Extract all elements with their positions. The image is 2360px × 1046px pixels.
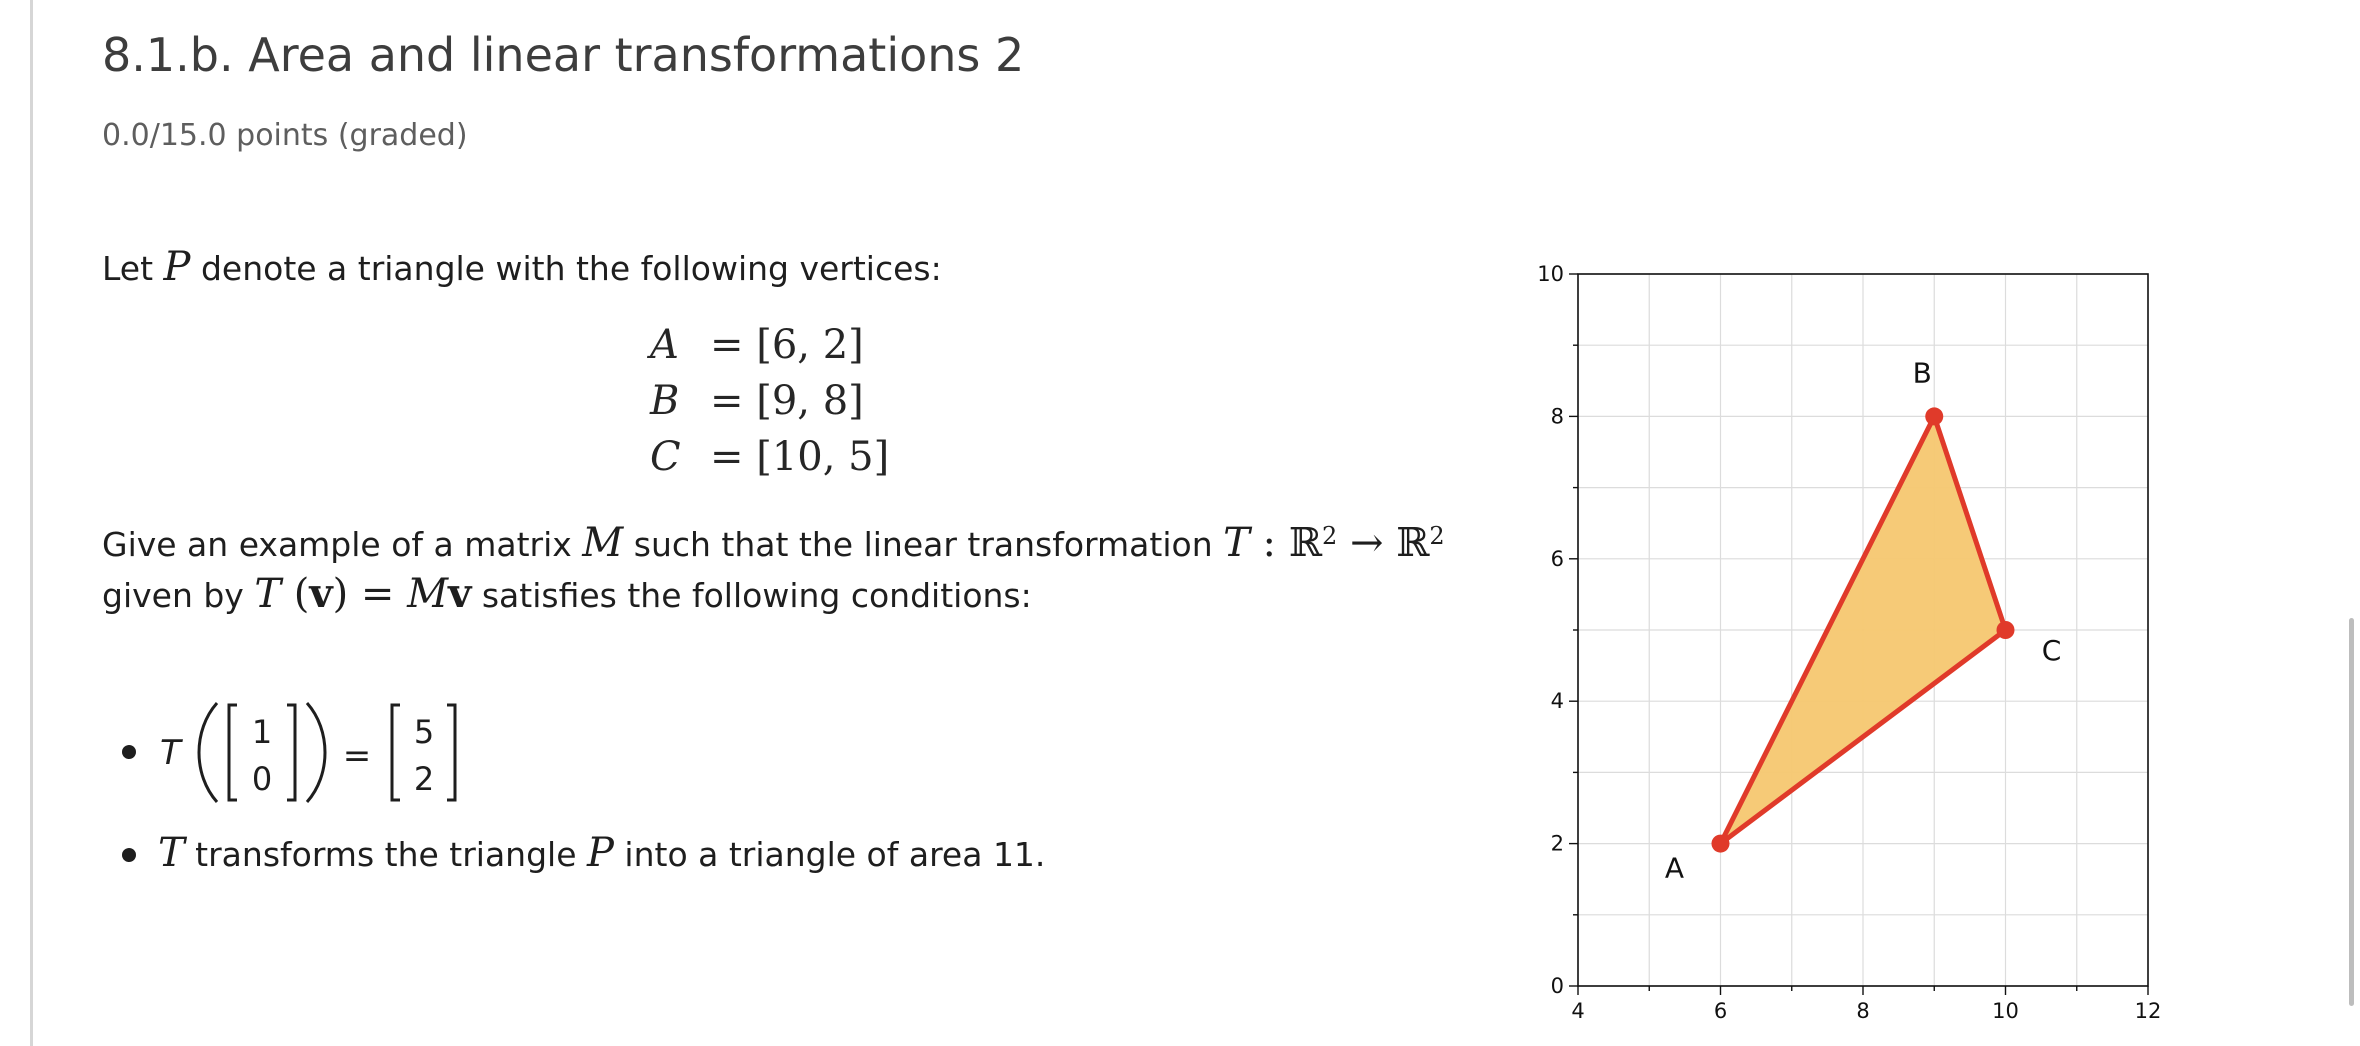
- var-p: P: [163, 244, 191, 290]
- left-vec-right-bracket: [287, 705, 295, 800]
- right-vec-left-bracket: [392, 705, 400, 800]
- vec-in-2: 0: [251, 760, 273, 798]
- cond1-equals: =: [342, 736, 372, 776]
- y-tick-label: 0: [1550, 974, 1564, 998]
- vec-in-1: 1: [251, 713, 273, 751]
- point-c: [1997, 621, 2015, 639]
- problem-title: 8.1.b. Area and linear transformations 2: [102, 28, 1025, 82]
- points-status: 0.0/15.0 points (graded): [102, 118, 468, 153]
- vec-out-1: 5: [413, 713, 435, 751]
- cond1-T: T: [160, 733, 181, 773]
- question-line-2: given by T (v) = Mv satisfies the following conditions:: [102, 570, 1032, 617]
- vertex-a-line: A = [6, 2]: [650, 322, 864, 368]
- right-vec-right-bracket: [447, 705, 455, 800]
- bullet-2: [122, 848, 136, 862]
- x-tick-label: 10: [1992, 999, 2019, 1023]
- condition-1-equation: [155, 695, 475, 810]
- content-left-border: [30, 0, 33, 1046]
- question-line-1: Give an example of a matrix M such that the linear transformation T : ℝ$^2$ → ℝ$^2$: [102, 520, 1445, 566]
- point-label-a: A: [1664, 851, 1685, 885]
- vertex-b-line: B = [9, 8]: [650, 378, 864, 424]
- x-tick-label: 12: [2134, 999, 2162, 1023]
- left-vec-left-bracket: [229, 705, 237, 800]
- triangle-chart: [1500, 240, 2200, 1040]
- bullet-1: [122, 745, 136, 759]
- x-tick-label: 8: [1856, 999, 1870, 1023]
- x-tick-label: 6: [1713, 999, 1728, 1023]
- vertex-c-line: C = [10, 5]: [650, 434, 890, 480]
- y-tick-label: 6: [1550, 546, 1564, 571]
- point-a: [1712, 835, 1730, 853]
- intro-text: Let P denote a triangle with the following vertices:: [102, 244, 942, 290]
- y-tick-label: 8: [1550, 404, 1564, 429]
- left-paren: [199, 703, 217, 802]
- scrollbar-thumb[interactable]: [2349, 618, 2354, 1006]
- x-tick-label: 4: [1571, 999, 1585, 1023]
- right-paren: [307, 703, 325, 802]
- vec-out-2: 2: [413, 760, 435, 798]
- condition-2-text: T transforms the triangle P into a triangle of area 11.: [158, 830, 1046, 876]
- point-label-b: B: [1912, 356, 1932, 390]
- y-tick-label: 10: [1537, 262, 1564, 286]
- y-tick-label: 4: [1550, 689, 1564, 714]
- point-b: [1925, 407, 1943, 425]
- y-tick-label: 2: [1550, 831, 1564, 856]
- point-label-c: C: [2041, 634, 2062, 667]
